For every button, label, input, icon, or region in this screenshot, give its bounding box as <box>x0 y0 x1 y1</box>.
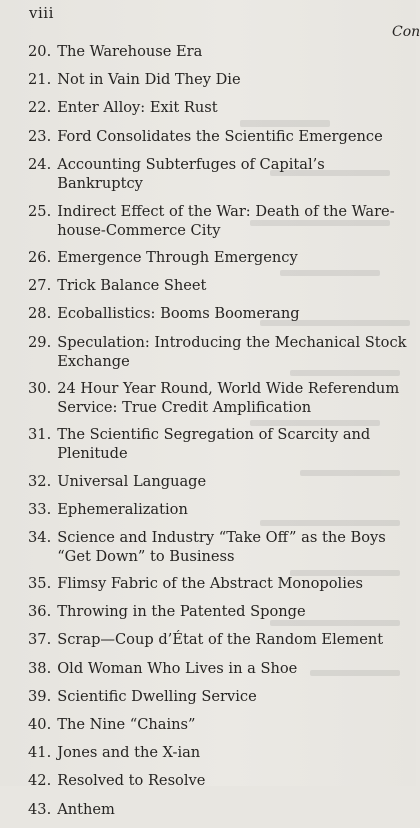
toc-entry-title: Enter Alloy: Exit Rust <box>57 99 218 117</box>
toc-entry-number: 22. <box>28 99 52 117</box>
toc-entry-title: Scrap—Coup d’État of the Random Element <box>57 631 384 649</box>
toc-entry <box>28 42 408 61</box>
toc-entry <box>28 98 408 117</box>
toc-entry <box>28 715 408 734</box>
toc-entry <box>28 276 408 295</box>
toc-entry-title: Speculation: Introducing the Mechanical Stock Exchange <box>57 333 407 370</box>
toc-entry-title: Science and Industry “Take Off” as the Boys “Get Down” to Business <box>57 529 386 566</box>
toc-entry-number: 37. <box>28 631 52 649</box>
toc-entry-number: 31. <box>28 425 52 443</box>
toc-entry <box>28 304 408 323</box>
toc-entry <box>28 127 408 146</box>
toc-entry-number: 20. <box>28 43 52 60</box>
toc-entry-title: Universal Language <box>57 472 207 490</box>
toc-entry-number: 30. <box>28 379 52 397</box>
toc-entry-title: Trick Balance Sheet <box>57 277 207 295</box>
toc-entry-number: 21. <box>28 71 52 89</box>
toc-entry-number: 43. <box>28 800 52 818</box>
toc-entry-number: 34. <box>28 529 52 547</box>
toc-entry-title: Ford Consolidates the Scientific Emergence <box>57 127 383 145</box>
toc-entry-number: 32. <box>28 472 52 490</box>
toc-entry-title: Throwing in the Patented Sponge <box>57 603 306 621</box>
toc-entry-number: 23. <box>28 127 52 145</box>
toc-entry <box>28 70 408 89</box>
toc-entry-number: 28. <box>28 305 52 323</box>
toc-entry-title: The Nine “Chains” <box>57 716 196 733</box>
toc-entry-title: The Warehouse Era <box>57 43 203 60</box>
toc-entry-title: Anthem <box>57 800 115 818</box>
toc-entry <box>28 155 408 193</box>
toc-entry-title: Old Woman Who Lives in a Shoe <box>57 659 298 677</box>
toc-entry-title: Not in Vain Did They Die <box>57 71 241 89</box>
toc-entry <box>28 687 408 706</box>
toc-entry-title: Indirect Effect of the War: Death of the Ware- house-Commerce City <box>57 202 395 239</box>
toc-entry <box>28 248 408 267</box>
toc-entry <box>28 528 408 566</box>
toc-entry-number: 36. <box>28 603 52 621</box>
toc-entry-title: Ephemeralization <box>57 500 188 518</box>
toc-entry-title: Flimsy Fabric of the Abstract Monopolies <box>57 575 363 593</box>
toc-entry-number: 27. <box>28 277 52 295</box>
toc-entry-number: 26. <box>28 248 52 266</box>
toc-entry-title: Emergence Through Emergency <box>57 248 298 266</box>
toc-entry <box>28 472 408 491</box>
toc-entry <box>28 800 408 819</box>
toc-entry-number: 25. <box>28 202 52 220</box>
running-head: Con <box>392 24 420 40</box>
toc-entry-title: Ecoballistics: Booms Boomerang <box>57 305 300 323</box>
toc-entry-number: 41. <box>28 744 52 762</box>
toc-entry <box>28 202 408 240</box>
toc-entry-number: 33. <box>28 500 52 518</box>
toc-entry <box>28 771 408 790</box>
toc-entry <box>28 602 408 621</box>
toc-entry <box>28 425 408 463</box>
toc-entry-title: Jones and the X-ian <box>57 744 201 762</box>
toc-entry-number: 38. <box>28 659 52 677</box>
toc-entry-title: 24 Hour Year Round, World Wide Referendum Service: True Credit Amplification <box>57 379 400 416</box>
toc-entry-title: The Scientific Segregation of Scarcity and Plenitude <box>57 425 371 462</box>
toc-entry <box>28 500 408 519</box>
table-of-contents <box>28 42 408 828</box>
toc-entry-title: Accounting Subterfuges of Capital’s Bankruptcy <box>57 155 325 192</box>
toc-entry-number: 40. <box>28 716 52 733</box>
toc-entry <box>28 574 408 593</box>
toc-entry-number: 24. <box>28 155 52 173</box>
toc-entry-title: Resolved to Resolve <box>57 772 206 790</box>
toc-entry-number: 39. <box>28 687 52 705</box>
toc-entry-number: 35. <box>28 575 52 593</box>
toc-entry <box>28 659 408 678</box>
toc-entry-number: 29. <box>28 333 52 351</box>
toc-entry <box>28 630 408 649</box>
toc-entry <box>28 333 408 371</box>
page-number: viii <box>29 4 54 22</box>
toc-entry <box>28 379 408 417</box>
toc-entry-number: 42. <box>28 772 52 790</box>
toc-entry <box>28 743 408 762</box>
toc-entry-title: Scientific Dwelling Service <box>57 687 257 705</box>
